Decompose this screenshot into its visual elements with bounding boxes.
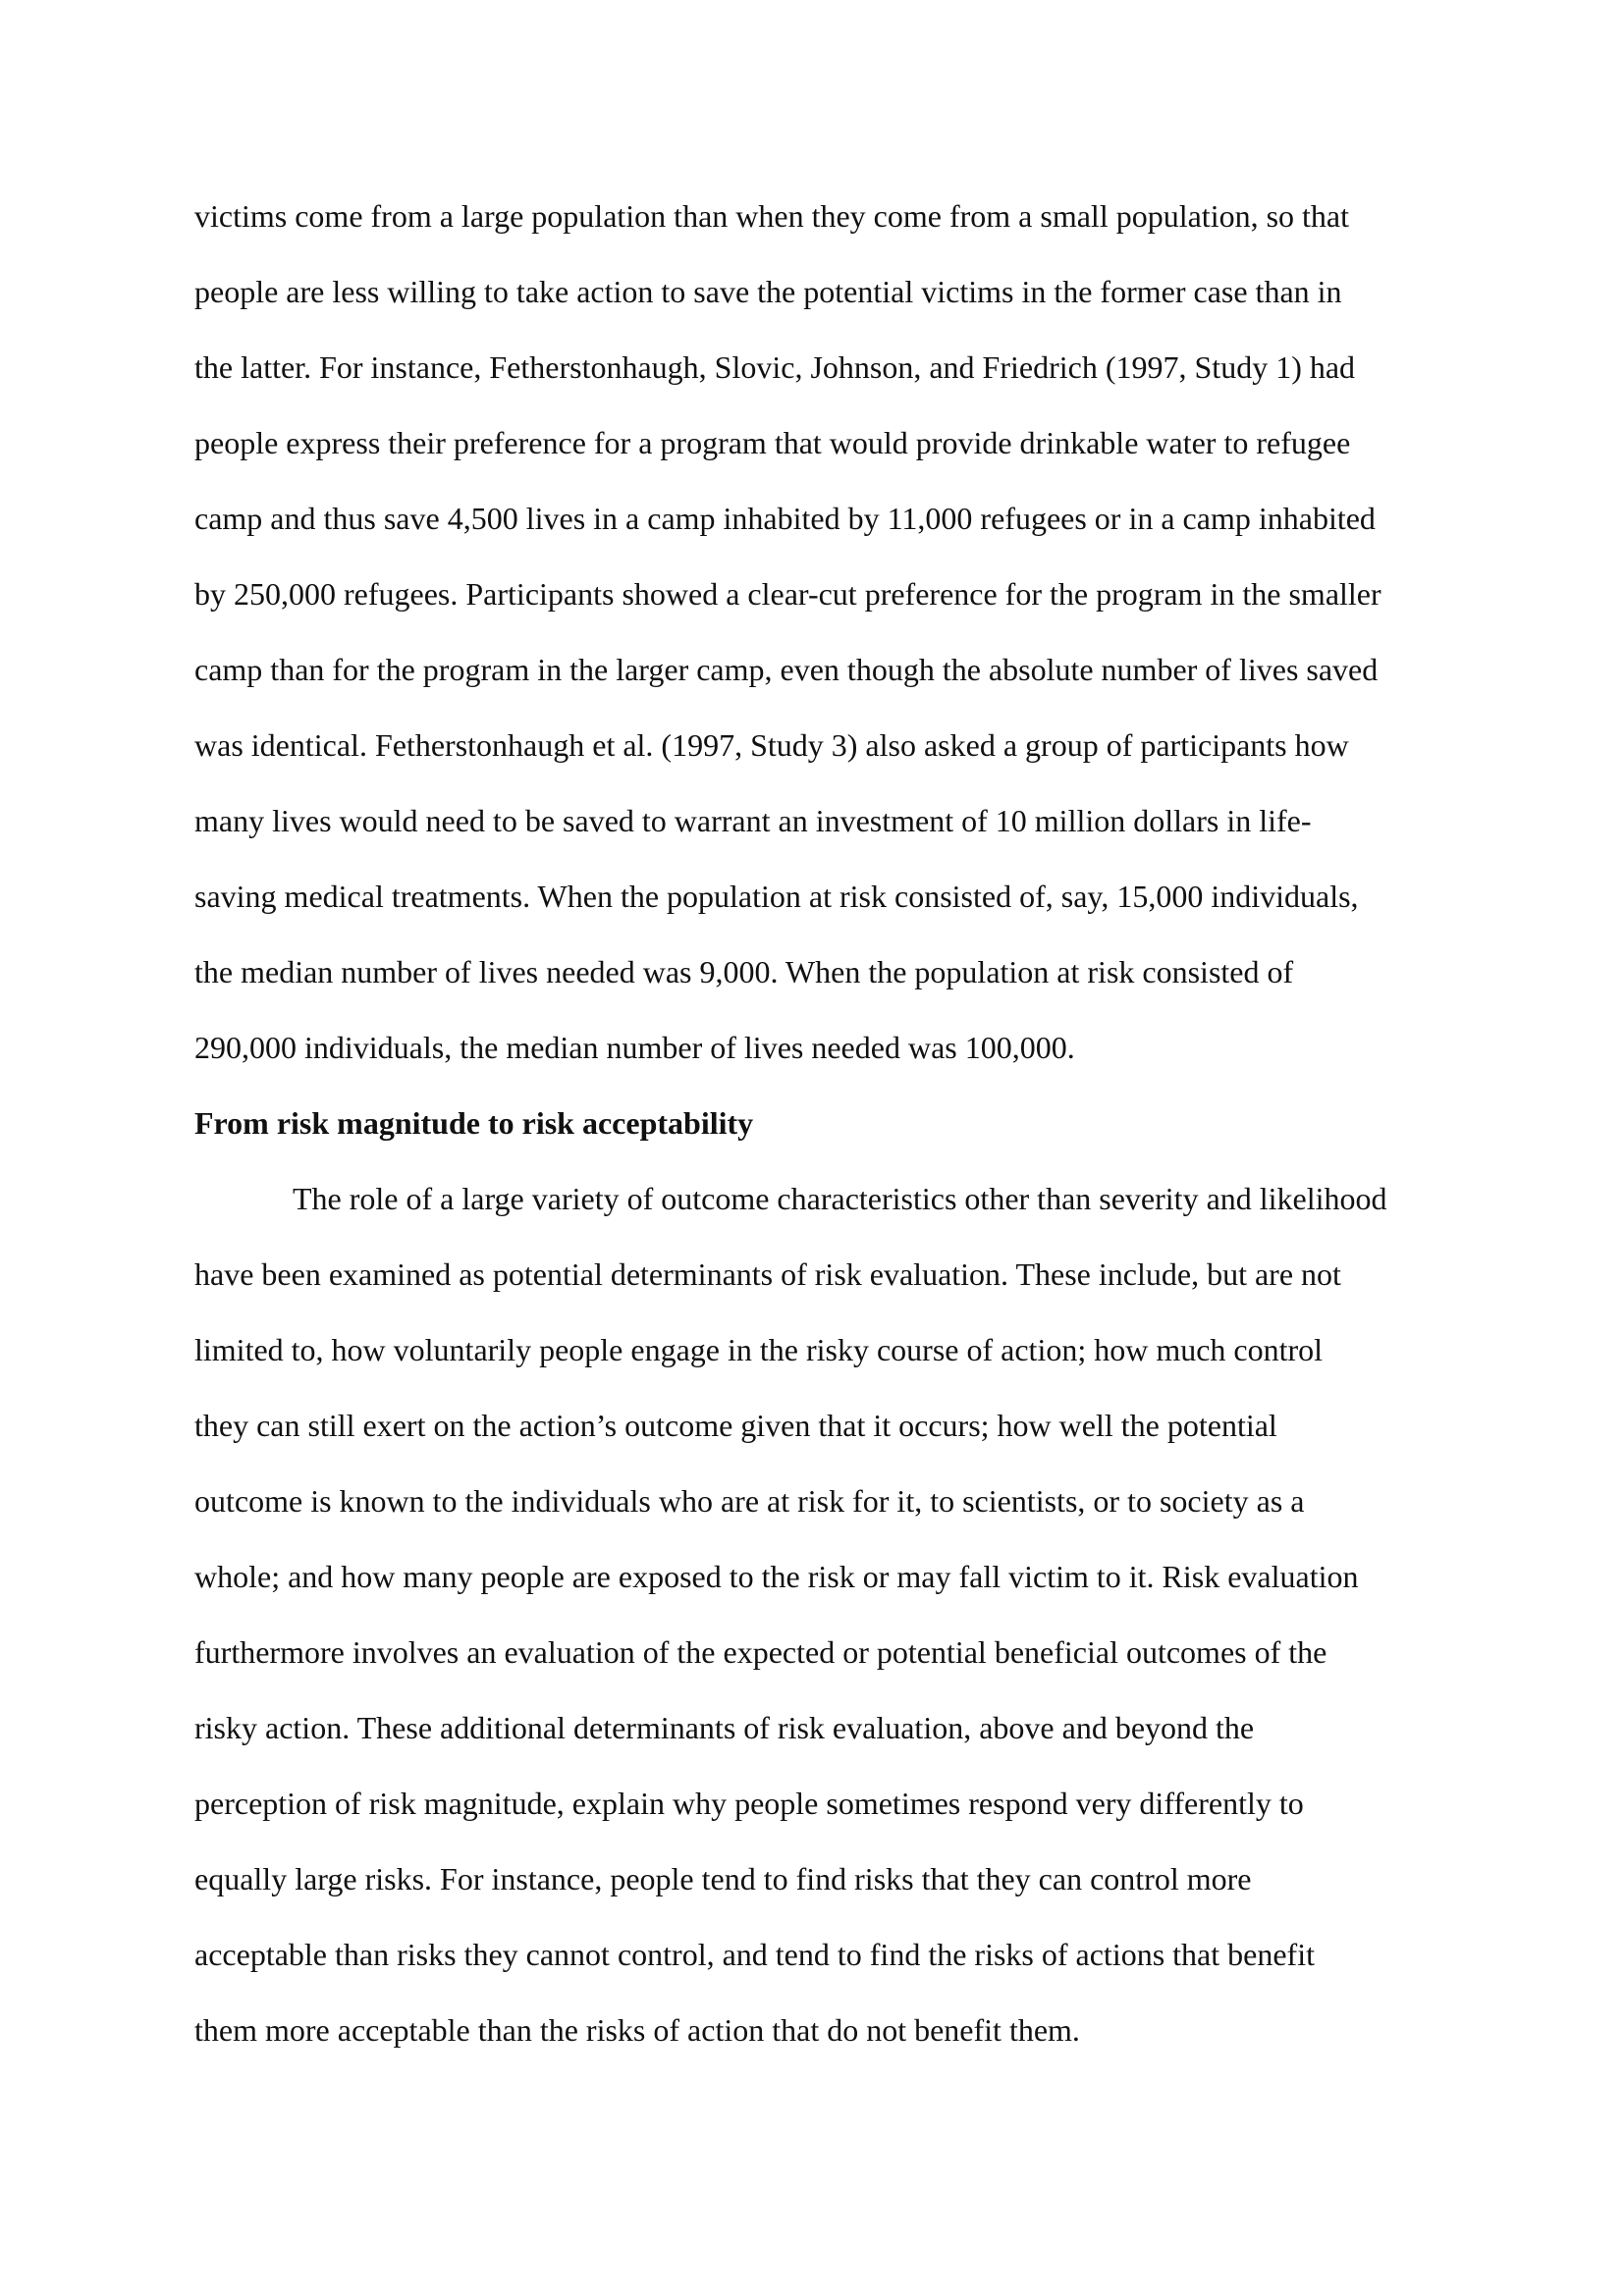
paragraph-line: risky action. These additional determinants of risk evaluation, above and beyond the (194, 1710, 1255, 1745)
section-heading: From risk magnitude to risk acceptability (194, 1105, 754, 1141)
paragraph-line: equally large risks. For instance, people tend to find risks that they can control more (194, 1861, 1252, 1896)
paragraph-line: outcome is known to the individuals who are at risk for it, to scientists, or to society as a (194, 1483, 1305, 1519)
paragraph-line: them more acceptable than the risks of action that do not benefit them. (194, 2012, 1080, 2048)
paragraph-line: people express their preference for a program that would provide drinkable water to refugee (194, 425, 1351, 460)
paragraph-line: 290,000 individuals, the median number of lives needed was 100,000. (194, 1030, 1075, 1065)
paragraph-line: the latter. For instance, Fetherstonhaugh, Slovic, Johnson, and Friedrich (1997, Study 1) had (194, 349, 1356, 385)
paragraph-line: acceptable than risks they cannot control, and tend to find the risks of actions that benefit (194, 1937, 1315, 1972)
paragraph-line: camp and thus save 4,500 lives in a camp inhabited by 11,000 refugees or in a camp inhabited (194, 501, 1376, 536)
paragraph-line: by 250,000 refugees. Participants showed a clear-cut preference for the program in the smaller (194, 576, 1381, 612)
paragraph-line: whole; and how many people are exposed to the risk or may fall victim to it. Risk evaluation (194, 1559, 1359, 1594)
paragraph-line: The role of a large variety of outcome characteristics other than severity and likelihood (293, 1181, 1387, 1216)
paragraph-line: saving medical treatments. When the population at risk consisted of, say, 15,000 individuals, (194, 879, 1359, 914)
paragraph-line: have been examined as potential determinants of risk evaluation. These include, but are not (194, 1256, 1341, 1292)
paragraph-line: limited to, how voluntarily people engage in the risky course of action; how much control (194, 1332, 1324, 1367)
paragraph-line: perception of risk magnitude, explain why people sometimes respond very differently to (194, 1786, 1304, 1821)
paragraph-line: many lives would need to be saved to warrant an investment of 10 million dollars in life- (194, 803, 1312, 838)
paragraph-line: victims come from a large population than when they come from a small population, so that (194, 198, 1350, 234)
paragraph-line: the median number of lives needed was 9,000. When the population at risk consisted of (194, 954, 1294, 989)
paragraph-line: was identical. Fetherstonhaugh et al. (1997, Study 3) also asked a group of participants how (194, 727, 1349, 763)
paragraph-line: they can still exert on the action’s outcome given that it occurs; how well the potential (194, 1408, 1277, 1443)
paragraph-line: people are less willing to take action to save the potential victims in the former case than in (194, 274, 1342, 309)
paragraph-line: furthermore involves an evaluation of the expected or potential beneficial outcomes of the (194, 1634, 1327, 1670)
paragraph-line: camp than for the program in the larger camp, even though the absolute number of lives saved (194, 652, 1379, 687)
